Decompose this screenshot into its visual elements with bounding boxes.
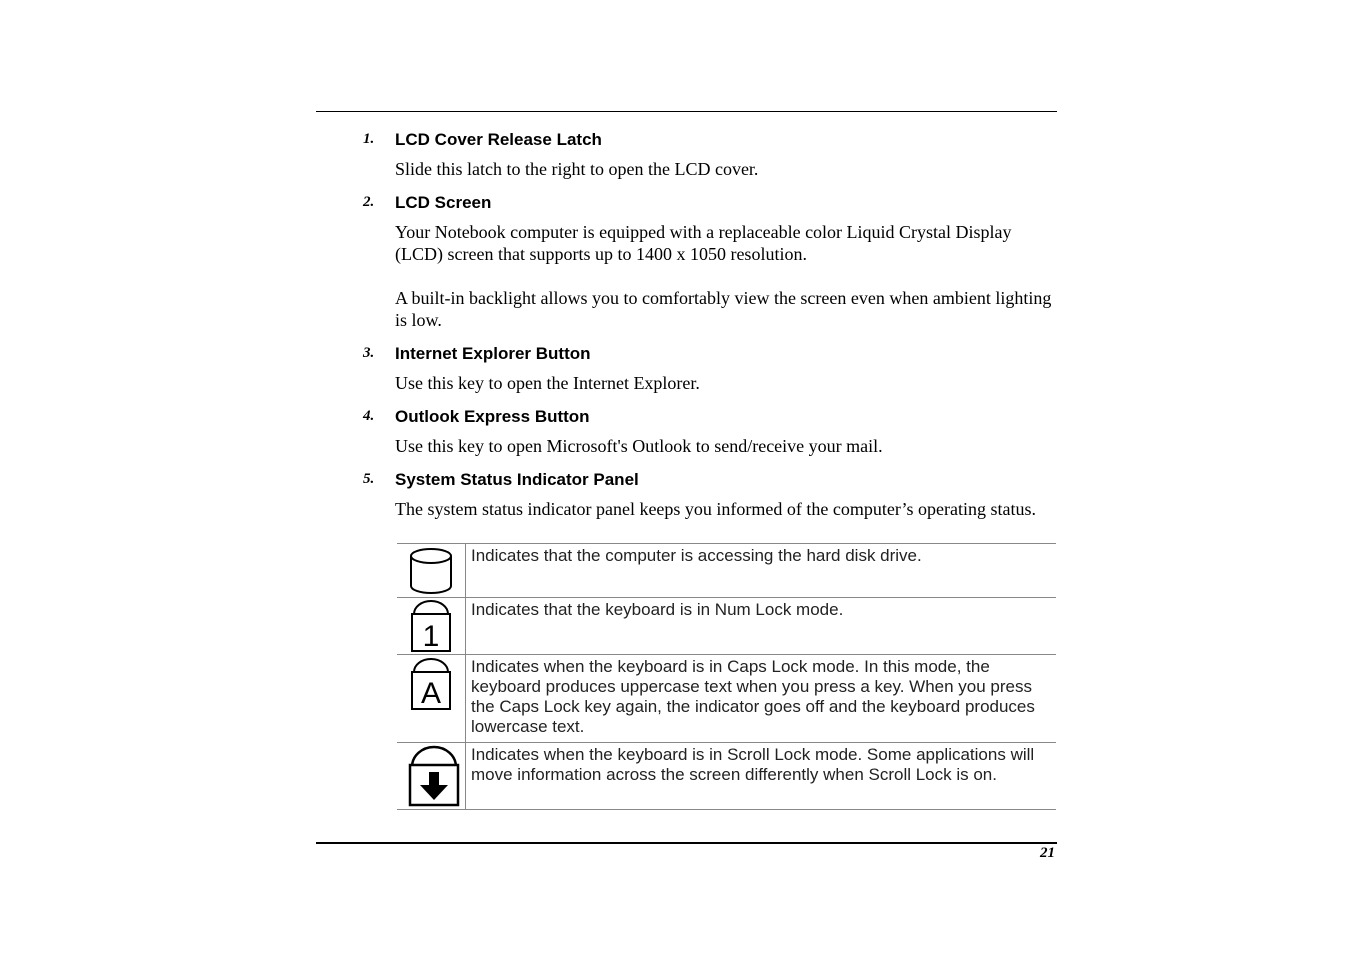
indicator-description: Indicates when the keyboard is in Scroll Lock mode. Some applications will move information across the screen differently when Scroll Lock is on. <box>466 743 1057 810</box>
indicator-row-caps-lock <box>397 655 1056 743</box>
indicator-icon-cell <box>397 598 466 655</box>
item-1-body: Slide this latch to the right to open the LCD cover. <box>395 159 759 179</box>
indicator-icon-cell <box>397 743 466 810</box>
item-5-heading: System Status Indicator Panel <box>395 470 639 489</box>
item-5-number: 5. <box>363 471 375 487</box>
indicator-icon-cell <box>397 544 466 598</box>
page-number: 21 <box>1040 845 1055 861</box>
status-indicator-table <box>397 543 1056 810</box>
item-4-number: 4. <box>363 408 375 424</box>
item-3-body: Use this key to open the Internet Explorer. <box>395 373 700 393</box>
item-4-body: Use this key to open Microsoft's Outlook to send/receive your mail. <box>395 436 883 456</box>
indicator-description: Indicates that the computer is accessing the hard disk drive. <box>466 544 1057 598</box>
item-3-number: 3. <box>363 345 375 361</box>
item-3-heading: Internet Explorer Button <box>395 344 591 363</box>
item-5-body: The system status indicator panel keeps you informed of the computer’s operating status. <box>395 499 1037 519</box>
indicator-icon-cell <box>397 655 466 743</box>
caps-lock-glyph: A <box>420 677 442 710</box>
num-lock-icon <box>407 599 455 653</box>
indicator-description: Indicates that the keyboard is in Num Lock mode. <box>466 598 1057 655</box>
scroll-lock-icon <box>408 745 460 807</box>
item-2-heading: LCD Screen <box>395 193 492 212</box>
item-4-heading: Outlook Express Button <box>395 407 590 426</box>
header-rule <box>316 111 1057 112</box>
num-lock-glyph: 1 <box>422 620 440 653</box>
caps-lock-icon <box>407 657 455 711</box>
footer-rule <box>316 842 1057 844</box>
item-2-number: 2. <box>363 194 375 210</box>
item-2-body: Your Notebook computer is equipped with a replaceable color Liquid Crystal Display (LCD) screen that supports up to 1400 x 1050 resolution. <box>395 222 1012 264</box>
indicator-row-scroll-lock <box>397 743 1056 810</box>
indicator-row-hdd <box>397 544 1056 598</box>
hard-disk-icon <box>407 546 455 596</box>
item-2-body-2: A built-in backlight allows you to comfortably view the screen even when ambient lighting is low. <box>395 288 1052 330</box>
item-1-number: 1. <box>363 131 375 147</box>
item-1-heading: LCD Cover Release Latch <box>395 130 602 149</box>
indicator-description: Indicates when the keyboard is in Caps Lock mode. In this mode, the keyboard produces uppercase text when you press a key. When you press the Caps Lock key again, the indicator goes off and the keyboard produces lowercase text. <box>466 655 1057 743</box>
indicator-row-num-lock <box>397 598 1056 655</box>
